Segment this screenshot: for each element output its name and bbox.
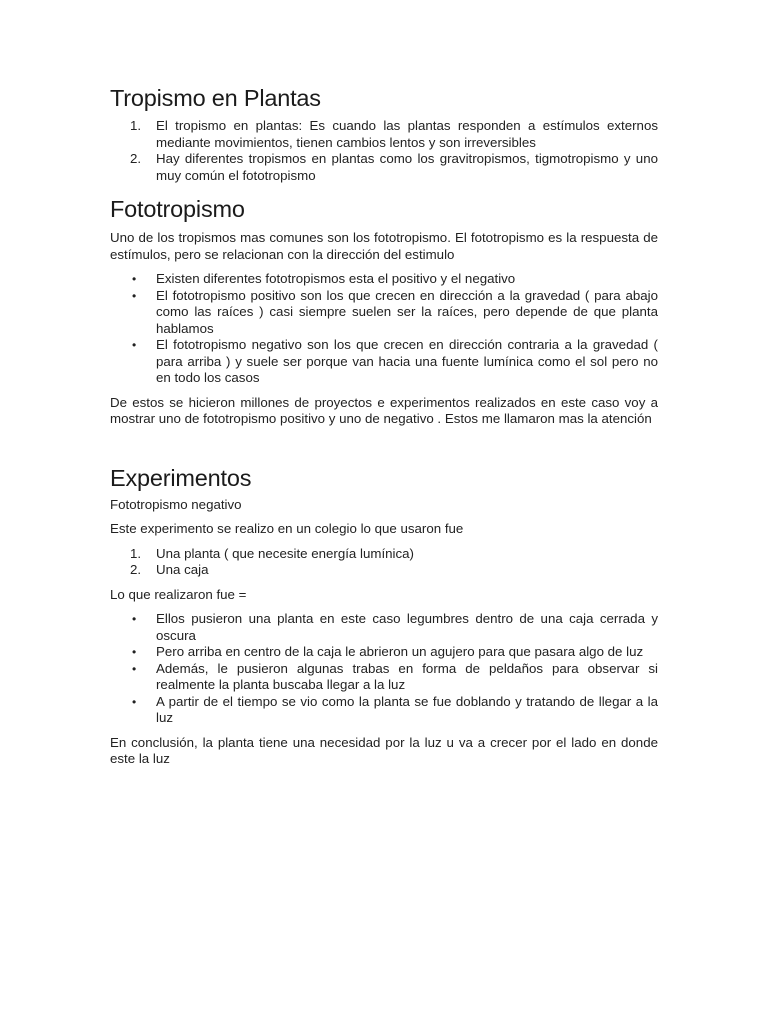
paragraph-experimento-intro: Este experimento se realizo en un colegio lo que usaron fue xyxy=(110,521,464,536)
list-item xyxy=(110,644,658,661)
heading-experimentos: Experimentos xyxy=(110,464,252,491)
bullet-icon: • xyxy=(132,661,137,676)
list-item xyxy=(110,546,658,563)
list-number: 2. xyxy=(130,562,142,577)
bullet-icon: • xyxy=(132,272,137,286)
list-item-text: A partir de el tiempo se vio como la planta se fue doblando y tratando de llegar a la luz xyxy=(156,693,658,725)
list-item xyxy=(110,562,658,579)
bullet-icon: • xyxy=(132,645,137,659)
list-number: 1. xyxy=(130,118,142,133)
intro-numbered-list xyxy=(110,118,658,184)
bullet-icon: • xyxy=(132,694,137,709)
list-number: 2. xyxy=(130,151,142,166)
materials-numbered-list xyxy=(110,546,658,579)
paragraph-lo-que-realizaron: Lo que realizaron fue = xyxy=(110,586,247,602)
bullet-icon: • xyxy=(132,612,137,626)
list-item-text: Pero arriba en centro de la caja le abrieron un agujero para que pasara algo de luz xyxy=(156,644,644,659)
list-number: 1. xyxy=(130,545,142,561)
list-item-text: Existen diferentes fototropismos esta el positivo y el negativo xyxy=(156,271,516,286)
procedure-bullet-list xyxy=(110,611,658,727)
paragraph-subtitle-negativo: Fototropismo negativo xyxy=(110,496,242,512)
list-item-text: Una planta ( que necesite energía lumínica) xyxy=(156,545,414,561)
bullet-icon: • xyxy=(132,338,137,352)
list-item-text: El fototropismo negativo son los que crecen en dirección contraria a la gravedad ( para arriba ) y suele ser porque van hacia una fuente lumínica como el sol pero no en todo los casos xyxy=(156,337,658,385)
list-item-text: Además, le pusieron algunas trabas en forma de peldaños para observar si realmente la planta buscaba llegar a la luz xyxy=(156,660,658,692)
list-item xyxy=(110,118,658,151)
list-item xyxy=(110,661,658,694)
heading-fototropismo: Fototropismo xyxy=(110,196,245,222)
list-item-text: Una caja xyxy=(156,562,209,577)
fototropismo-bullet-list xyxy=(110,271,658,387)
list-item xyxy=(110,151,658,184)
paragraph-conclusion: En conclusión, la planta tiene una necesidad por la luz u va a crecer por el lado en donde este la luz xyxy=(110,734,658,766)
paragraph-proyectos: De estos se hicieron millones de proyectos e experimentos realizados en este caso voy a mostrar uno de fototropismo positivo y uno de negativo . Estos me llamaron mas la atención xyxy=(110,394,658,426)
list-item-text: Hay diferentes tropismos en plantas como los gravitropismos, tigmotropismo y uno muy común el fototropismo xyxy=(156,151,658,183)
bullet-icon: • xyxy=(132,288,137,303)
list-item xyxy=(110,271,658,288)
list-item xyxy=(110,288,658,338)
list-item xyxy=(110,337,658,387)
paragraph-fototropismo-intro: Uno de los tropismos mas comunes son los fototropismo. El fototropismo es la respuesta de estímulos, pero se relacionan con la dirección del estimulo xyxy=(110,230,658,262)
list-item xyxy=(110,694,658,727)
list-item xyxy=(110,611,658,644)
list-item-text: Ellos pusieron una planta en este caso legumbres dentro de una caja cerrada y oscura xyxy=(156,611,658,643)
list-item-text: El fototropismo positivo son los que crecen en dirección a la gravedad ( para abajo como las raíces ) casi siempre suelen ser la raíces, pero depende de que planta hablamos xyxy=(156,287,658,336)
list-item-text: El tropismo en plantas: Es cuando las plantas responden a estímulos externos mediante movimientos, tienen cambios lentos y son irreversibles xyxy=(156,118,658,150)
title-tropismo-en-plantas: Tropismo en Plantas xyxy=(110,85,321,111)
